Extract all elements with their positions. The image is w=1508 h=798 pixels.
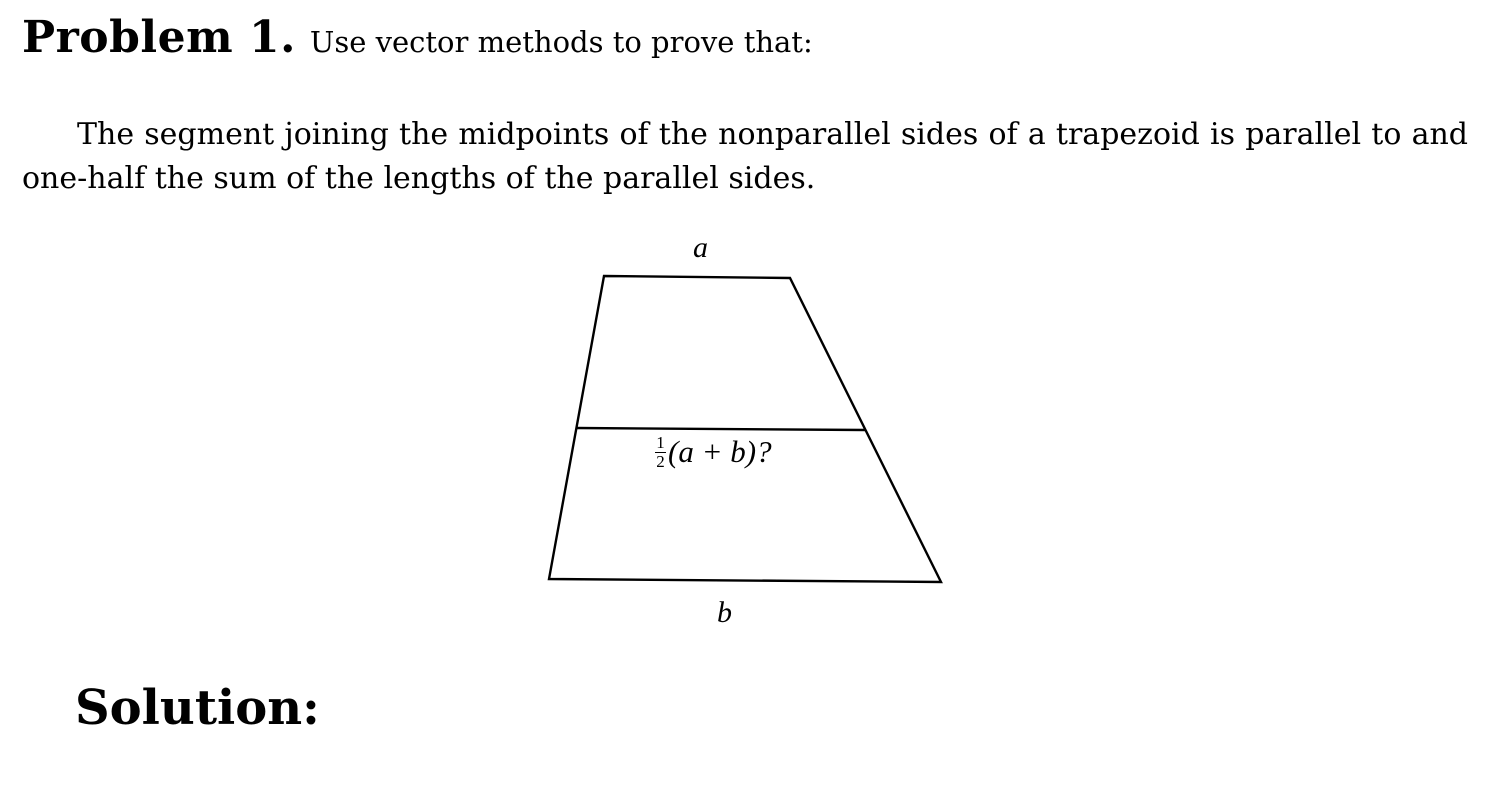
one-half-fraction — [655, 432, 666, 471]
fraction-denominator: 2 — [656, 451, 665, 471]
trapezoid-midline — [576, 428, 865, 430]
top-side-label: a — [693, 231, 708, 264]
midline-expression: (a + b)? — [668, 434, 772, 469]
solution-heading: Solution: — [75, 680, 320, 736]
fraction-numerator: 1 — [656, 432, 665, 452]
problem-heading: Problem 1. — [22, 12, 296, 63]
midline-label — [655, 434, 772, 470]
bottom-side-label: b — [717, 596, 732, 629]
problem-intro: Use vector methods to prove that: — [309, 25, 813, 59]
problem-statement: The segment joining the midpoints of the nonparallel sides of a trapezoid is parallel to and one-half the sum of the lengths of the parallel sides. — [22, 117, 1468, 196]
